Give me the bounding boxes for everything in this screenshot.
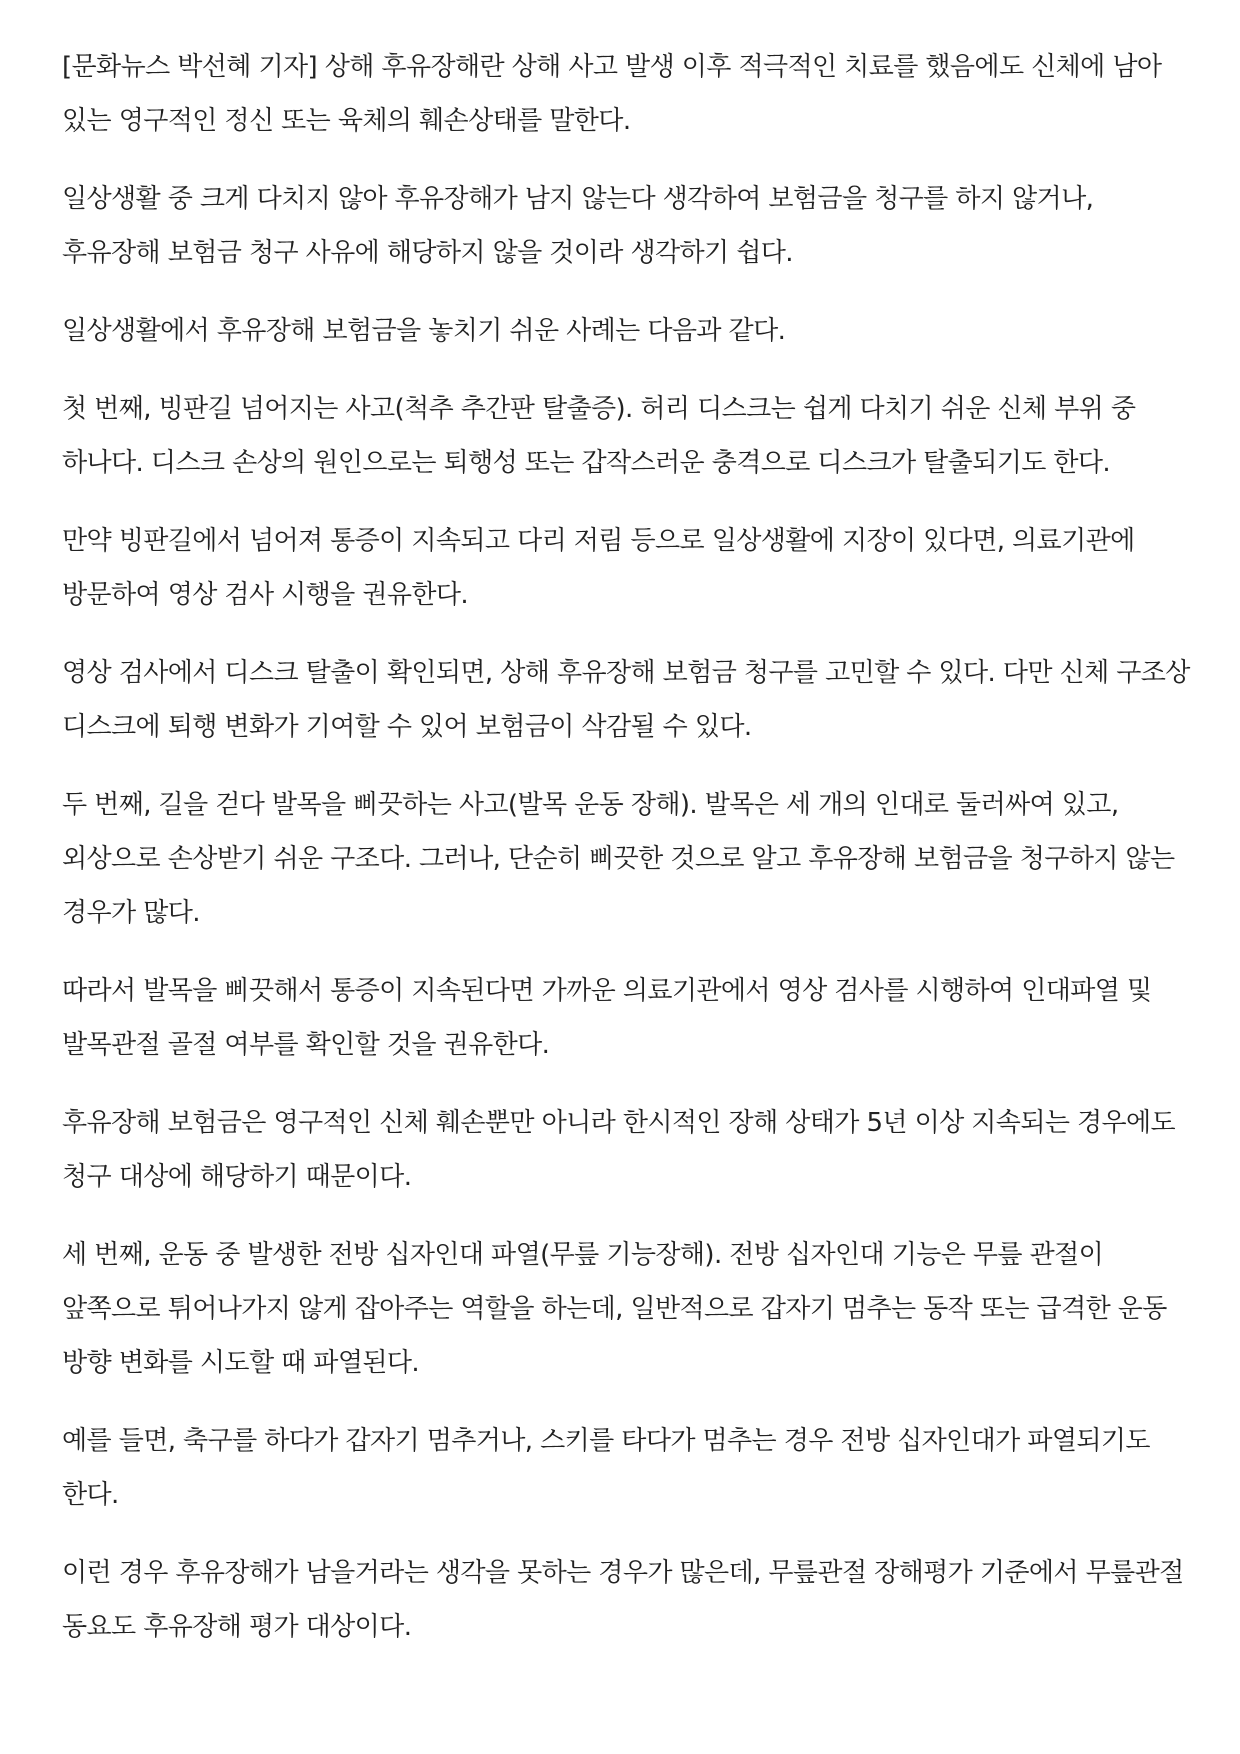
paragraph-case-1-claim: 영상 검사에서 디스크 탈출이 확인되면, 상해 후유장해 보험금 청구를 고민할 수 있다. 다만 신체 구조상 디스크에 퇴행 변화가 기여할 수 있어 보험금이 삭감될 수 있다. bbox=[62, 658, 1190, 742]
paragraph-case-2-advice: 따라서 발목을 삐끗해서 통증이 지속된다면 가까운 의료기관에서 영상 검사를 시행하여 인대파열 및 발목관절 골절 여부를 확인할 것을 권유한다. bbox=[62, 976, 1152, 1060]
article-body bbox=[62, 40, 1192, 1678]
paragraph-case-2: 두 번째, 길을 걷다 발목을 삐끗하는 사고(발목 운동 장해). 발목은 세 개의 인대로 둘러싸여 있고, 외상으로 손상받기 쉬운 구조다. 그러나, 단순히 삐끗한 것으로 알고 후유장해 보험금을 청구하지 않는 경우가 많다. bbox=[62, 790, 1175, 928]
paragraph-intro: [문화뉴스 박선혜 기자] 상해 후유장해란 상해 사고 발생 이후 적극적인 치료를 했음에도 신체에 남아 있는 영구적인 정신 또는 육체의 훼손상태를 말한다. bbox=[62, 52, 1162, 136]
paragraph-case-3-example: 예를 들면, 축구를 하다가 갑자기 멈추거나, 스키를 타다가 멈추는 경우 전방 십자인대가 파열되기도 한다. bbox=[62, 1426, 1150, 1510]
paragraph-case-1: 첫 번째, 빙판길 넘어지는 사고(척추 추간판 탈출증). 허리 디스크는 쉽게 다치기 쉬운 신체 부위 중 하나다. 디스크 손상의 원인으로는 퇴행성 또는 갑작스러운 충격으로 디스크가 탈출되기도 한다. bbox=[62, 394, 1136, 478]
paragraph-case-2-reason: 후유장해 보험금은 영구적인 신체 훼손뿐만 아니라 한시적인 장해 상태가 5년 이상 지속되는 경우에도 청구 대상에 해당하기 때문이다. bbox=[62, 1108, 1176, 1192]
paragraph-case-3: 세 번째, 운동 중 발생한 전방 십자인대 파열(무릎 기능장해). 전방 십자인대 기능은 무릎 관절이 앞쪽으로 튀어나가지 않게 잡아주는 역할을 하는데, 일반적으로 갑자기 멈추는 동작 또는 급격한 운동 방향 변화를 시도할 때 파열된다. bbox=[62, 1240, 1167, 1378]
paragraph-misconception: 일상생활 중 크게 다치지 않아 후유장해가 남지 않는다 생각하여 보험금을 청구를 하지 않거나, 후유장해 보험금 청구 사유에 해당하지 않을 것이라 생각하기 쉽다. bbox=[62, 184, 1094, 268]
paragraph-case-1-advice: 만약 빙판길에서 넘어져 통증이 지속되고 다리 저림 등으로 일상생활에 지장이 있다면, 의료기관에 방문하여 영상 검사 시행을 권유한다. bbox=[62, 526, 1135, 610]
paragraph-conclusion: 이런 경우 후유장해가 남을거라는 생각을 못하는 경우가 많은데, 무릎관절 장해평가 기준에서 무릎관절 동요도 후유장해 평가 대상이다. bbox=[62, 1558, 1184, 1642]
paragraph-cases-intro: 일상생활에서 후유장해 보험금을 놓치기 쉬운 사례는 다음과 같다. bbox=[62, 316, 786, 346]
